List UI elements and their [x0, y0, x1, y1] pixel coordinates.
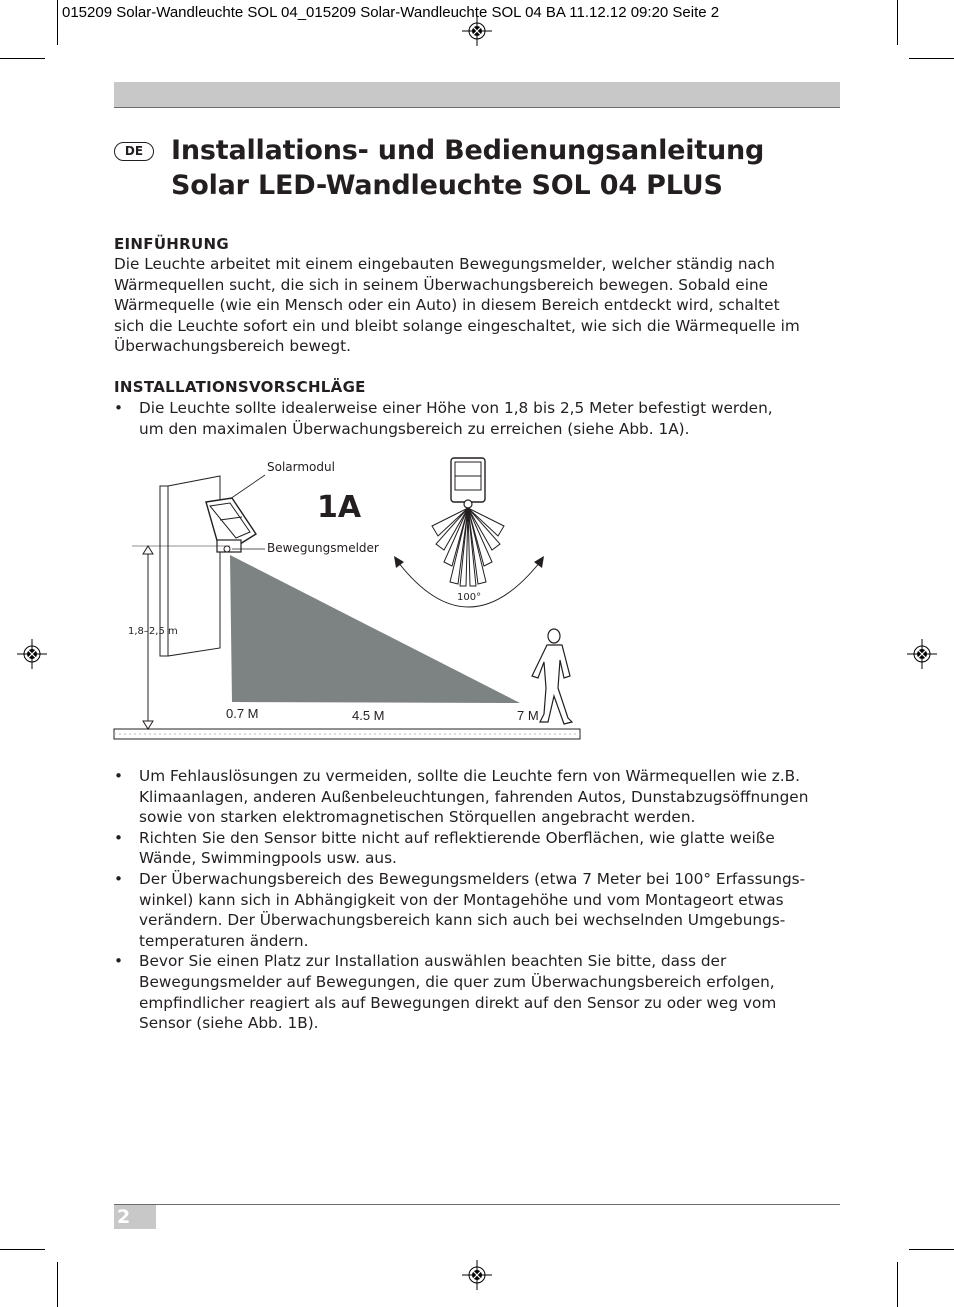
- distance-label: 4.5 M: [352, 708, 385, 723]
- crop-mark: [0, 58, 45, 59]
- intro-paragraph: [114, 254, 854, 357]
- title-line: Installations- und Bedienungsanleitung: [171, 135, 765, 166]
- text-line: Die Leuchte arbeitet mit einem eingebauten Bewegungsmelder, welcher ständig nach: [114, 255, 775, 273]
- bullet-icon: •: [114, 828, 124, 847]
- height-label: 1,8–2,5 m: [128, 626, 178, 637]
- text-line: Bevor Sie einen Platz zur Installation auswählen beachten Sie bitte, dass der: [139, 952, 727, 971]
- arc-arrow-right-icon: [534, 556, 544, 568]
- crop-mark: [909, 58, 954, 59]
- arrow-down-icon: [143, 721, 153, 729]
- text-line: winkel) kann sich in Abhängigkeit von der Montagehöhe und vom Montageort etwas: [139, 890, 784, 909]
- registration-mark-icon: [907, 639, 937, 669]
- crop-mark: [897, 0, 898, 45]
- text-line: Der Überwachungsbereich des Bewegungsmelders (etwa 7 Meter bei 100° Erfassungs-: [139, 869, 806, 888]
- page-title: [171, 133, 764, 203]
- text-line: temperaturen ändern.: [139, 931, 309, 950]
- distance-label: 0.7 M: [226, 706, 259, 721]
- page-number: 2: [117, 1206, 131, 1228]
- figure-1a: [110, 452, 590, 744]
- intro-heading: EINFÜHRUNG: [114, 235, 229, 253]
- bullet-icon: •: [114, 399, 124, 417]
- detection-beams: [432, 508, 504, 586]
- crop-mark: [57, 1262, 58, 1307]
- language-badge: DE: [114, 142, 154, 161]
- text-line: Die Leuchte sollte idealerweise einer Höhe von 1,8 bis 2,5 Meter befestigt werden,: [139, 399, 773, 417]
- crop-mark: [57, 0, 58, 45]
- sensor-lens: [224, 546, 230, 552]
- installation-list: [114, 766, 842, 1034]
- crop-mark: [897, 1262, 898, 1307]
- text-line: empfindlicher reagiert als auf Bewegungen direkt auf den Sensor zu oder weg vom: [139, 993, 777, 1012]
- list-item: [114, 398, 842, 439]
- bullet-icon: •: [114, 869, 124, 888]
- text-line: Überwachungsbereich bewegt.: [114, 337, 351, 356]
- arrow-up-icon: [143, 546, 153, 554]
- text-line: sowie von starken elektromagnetischen Störquellen angebracht werden.: [139, 808, 696, 827]
- text-line: sich die Leuchte sofort ein und bleibt solange eingeschaltet, wie sich die Wärmequelle im: [114, 316, 800, 335]
- angle-label: 100°: [457, 592, 482, 603]
- bullet-icon: •: [114, 952, 124, 971]
- text-line: Richten Sie den Sensor bitte nicht auf reflektierende Oberflächen, wie glatte weiße: [139, 828, 775, 847]
- text-line: Sensor (siehe Abb. 1B).: [139, 1014, 319, 1033]
- text-line: Wärmequelle (wie ein Mensch oder ein Auto) in diesem Bereich entdeckt wird, schaltet: [114, 296, 780, 315]
- text-line: Bewegungsmelder auf Bewegungen, die quer zum Überwachungsbereich erfolgen,: [139, 972, 775, 991]
- text-line: um den maximalen Überwachungsbereich zu erreichen (siehe Abb. 1A).: [139, 419, 690, 438]
- installation-heading: INSTALLATIONSVORSCHLÄGE: [114, 378, 366, 396]
- bullet-icon: •: [114, 767, 124, 785]
- detection-area: [230, 555, 520, 703]
- registration-mark-icon: [17, 639, 47, 669]
- title-line: Solar LED-Wandleuchte SOL 04 PLUS: [171, 170, 723, 201]
- text-line: Wärmequellen sucht, die sich in seinem Überwachungsbereich bewegen. Sobald eine: [114, 275, 769, 294]
- crop-mark: [0, 1249, 45, 1250]
- list-item: [114, 869, 842, 951]
- list-item: [114, 766, 842, 828]
- sensor-topview-lens: [464, 500, 472, 508]
- arc-arrow-left-icon: [394, 556, 404, 568]
- distance-label: 7 M: [517, 708, 539, 723]
- footer-rule: [114, 1204, 840, 1205]
- page-number-box: [114, 1205, 156, 1229]
- solar-module-label: Solarmodul: [267, 460, 335, 474]
- figure-label: 1A: [317, 490, 362, 525]
- list-item: [114, 951, 842, 1033]
- text-line: Um Fehlauslösungen zu vermeiden, sollte die Leuchte fern von Wärmequellen wie z.B.: [139, 767, 800, 785]
- print-slug: 015209 Solar-Wandleuchte SOL 04_015209 Solar-Wandleuchte SOL 04 BA 11.12.12 09:20 Seite 2: [62, 4, 720, 21]
- installation-list-top: [114, 398, 842, 439]
- list-item: [114, 828, 842, 869]
- text-line: Wände, Swimmingpools usw. aus.: [139, 849, 397, 868]
- registration-mark-icon: [462, 1260, 492, 1290]
- leader-line: [230, 475, 265, 499]
- crop-mark: [909, 1249, 954, 1250]
- registration-mark-icon: [462, 16, 492, 46]
- text-line: verändern. Der Überwachungsbereich kann sich auch bei wechselnden Umgebungs-: [139, 911, 786, 930]
- header-bar: [114, 82, 840, 108]
- text-line: Klimaanlagen, anderen Außenbeleuchtungen, fahrenden Autos, Dunstabzugsöffnungen: [139, 787, 809, 806]
- motion-sensor-label: Bewegungsmelder: [267, 541, 379, 555]
